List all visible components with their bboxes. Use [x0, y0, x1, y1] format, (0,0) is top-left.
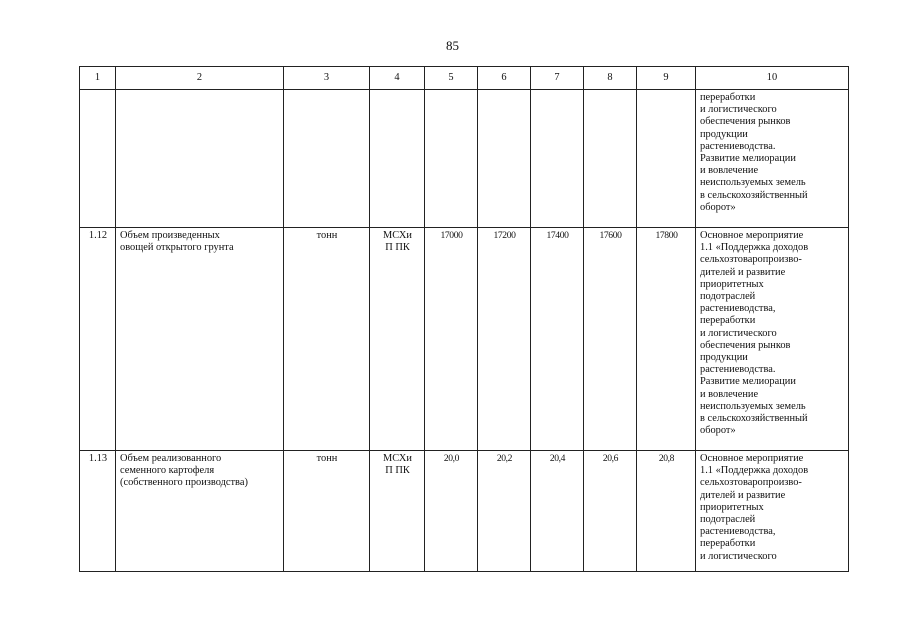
column-header-9: 9 — [637, 67, 696, 90]
indicator-name: Объем реализованного семенного картофеля (собственного производства) — [116, 451, 284, 572]
empty-cell — [478, 90, 531, 228]
value-col-7: 17400 — [531, 228, 584, 451]
value-col-7: 20,4 — [531, 451, 584, 572]
value-col-6: 20,2 — [478, 451, 531, 572]
column-header-7: 7 — [531, 67, 584, 90]
page-number: 85 — [446, 38, 459, 53]
value-col-6: 17200 — [478, 228, 531, 451]
table-row — [80, 228, 849, 451]
column-header-10: 10 — [696, 67, 849, 90]
indicators-table — [79, 66, 849, 572]
empty-cell — [80, 90, 116, 228]
note-cell: Основное мероприятие 1.1 «Поддержка доходов сельхозтоваропроизво- дителей и развитие приоритетных подотраслей растениеводства, переработки и логистического — [696, 451, 849, 572]
value-col-9: 20,8 — [637, 451, 696, 572]
unit-cell: тонн — [284, 228, 370, 451]
empty-cell — [637, 90, 696, 228]
note-cell: Основное мероприятие 1.1 «Поддержка доходов сельхозтоваропроизво- дителей и развитие приоритетных подотраслей растениеводства, переработки и логистического обеспечения рынков продукции растениеводства. Развитие мелиорации и вовлечение неиспользуемых земель в сельскохозяйственный оборот» — [696, 228, 849, 451]
note-cell: переработки и логистического обеспечения рынков продукции растениеводства. Развитие мелиорации и вовлечение неиспользуемых земель в сельскохозяйственный оборот» — [696, 90, 849, 228]
column-header-8: 8 — [584, 67, 637, 90]
value-col-5: 17000 — [425, 228, 478, 451]
column-header-1: 1 — [80, 67, 116, 90]
value-col-8: 20,6 — [584, 451, 637, 572]
empty-cell — [425, 90, 478, 228]
empty-cell — [370, 90, 425, 228]
table-row — [80, 451, 849, 572]
row-id: 1.12 — [80, 228, 116, 451]
column-header-4: 4 — [370, 67, 425, 90]
indicator-name: Объем произведенных овощей открытого грунта — [116, 228, 284, 451]
header-row — [80, 67, 849, 90]
value-col-9: 17800 — [637, 228, 696, 451]
column-header-3: 3 — [284, 67, 370, 90]
column-header-2: 2 — [116, 67, 284, 90]
executor-cell: МСХи П ПК — [370, 451, 425, 572]
column-header-6: 6 — [478, 67, 531, 90]
row-id: 1.13 — [80, 451, 116, 572]
empty-cell — [584, 90, 637, 228]
value-col-5: 20,0 — [425, 451, 478, 572]
value-col-8: 17600 — [584, 228, 637, 451]
executor-cell: МСХи П ПК — [370, 228, 425, 451]
empty-cell — [284, 90, 370, 228]
column-header-5: 5 — [425, 67, 478, 90]
empty-cell — [531, 90, 584, 228]
unit-cell: тонн — [284, 451, 370, 572]
table-row-continuation — [80, 90, 849, 228]
empty-cell — [116, 90, 284, 228]
